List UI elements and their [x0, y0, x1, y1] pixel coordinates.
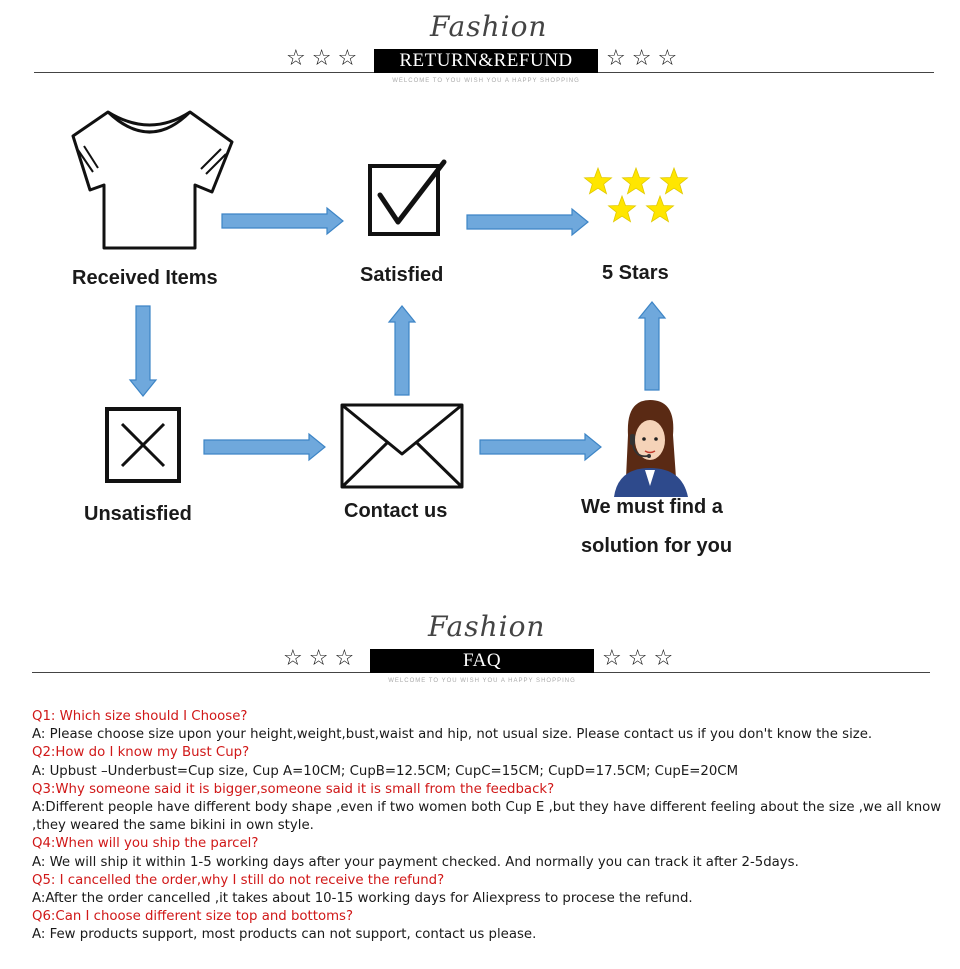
return-banner: RETURN&REFUND [374, 49, 598, 73]
label-satisfied: Satisfied [360, 264, 444, 286]
faq-answer-3: A:Different people have different body shape ,even if two women both Cup E ,but they have different feeling about the size ,we all know ,they weared the same bikini in own style. [32, 800, 942, 834]
return-welcome-text: WELCOME TO YOU WISH YOU A HAPPY SHOPPING [392, 78, 580, 84]
arrow-contact-to-satisfied [389, 306, 415, 395]
arrow-received-to-satisfied [222, 208, 343, 234]
checkbox-cross-icon [107, 409, 179, 481]
faq-list [32, 708, 947, 945]
return-script-title: Fashion [430, 10, 548, 43]
faq-right-stars-icon: ☆ ☆ ☆ [602, 646, 674, 671]
label-solution-line2: solution for you [581, 535, 733, 557]
tshirt-icon [73, 112, 232, 248]
faq-answer-2: A: Upbust –Underbust=Cup size, Cup A=10CM; CupB=12.5CM; CupC=15CM; CupD=17.5CM; CupE=20CM [32, 763, 739, 779]
arrow-contact-to-agent [480, 434, 601, 460]
faq-welcome-text: WELCOME TO YOU WISH YOU A HAPPY SHOPPING [388, 678, 576, 684]
label-contact-us: Contact us [344, 500, 448, 522]
faq-answer-4: A: We will ship it within 1-5 working days after your payment checked. And normally you can track it after 2-5days. [32, 854, 799, 870]
envelope-icon [342, 405, 462, 487]
label-received-items: Received Items [72, 267, 218, 289]
faq-answer-5: A:After the order cancelled ,it takes about 10-15 working days for Aliexpress to procese the refund. [32, 891, 693, 907]
faq-question-1: Q1: Which size should I Choose? [32, 709, 248, 724]
return-left-stars-icon: ☆ ☆ ☆ [286, 46, 358, 71]
faq-question-4: Q4:When will you ship the parcel? [32, 836, 259, 852]
faq-banner: FAQ [370, 649, 594, 673]
support-agent-icon [614, 400, 688, 497]
checkbox-checked-icon [370, 162, 444, 234]
label-solution-line1: We must find a [581, 496, 723, 518]
faq-script-title: Fashion [428, 610, 546, 643]
label-unsatisfied: Unsatisfied [84, 503, 192, 525]
faq-answer-6: A: Few products support, most products can not support, contact us please. [32, 927, 537, 943]
label-five-stars: 5 Stars [602, 262, 669, 284]
faq-left-stars-icon: ☆ ☆ ☆ [283, 646, 355, 671]
faq-question-2: Q2:How do I know my Bust Cup? [32, 745, 250, 761]
arrow-unsatisfied-to-contact [204, 434, 325, 460]
faq-question-3: Q3:Why someone said it is bigger,someone said it is small from the feedback? [32, 781, 555, 797]
faq-answer-1: A: Please choose size upon your height,weight,bust,waist and hip, not usual size. Please contact us if you don't know the size. [32, 727, 873, 743]
faq-question-6: Q6:Can I choose different size top and bottoms? [32, 909, 354, 925]
faq-question-5: Q5: I cancelled the order,why I still do not receive the refund? [32, 872, 445, 888]
return-right-stars-icon: ☆ ☆ ☆ [606, 46, 678, 71]
five-stars-icon [585, 168, 688, 222]
arrow-agent-to-stars [639, 302, 665, 390]
arrow-satisfied-to-stars [467, 209, 588, 235]
arrow-received-to-unsatisfied [130, 306, 156, 396]
